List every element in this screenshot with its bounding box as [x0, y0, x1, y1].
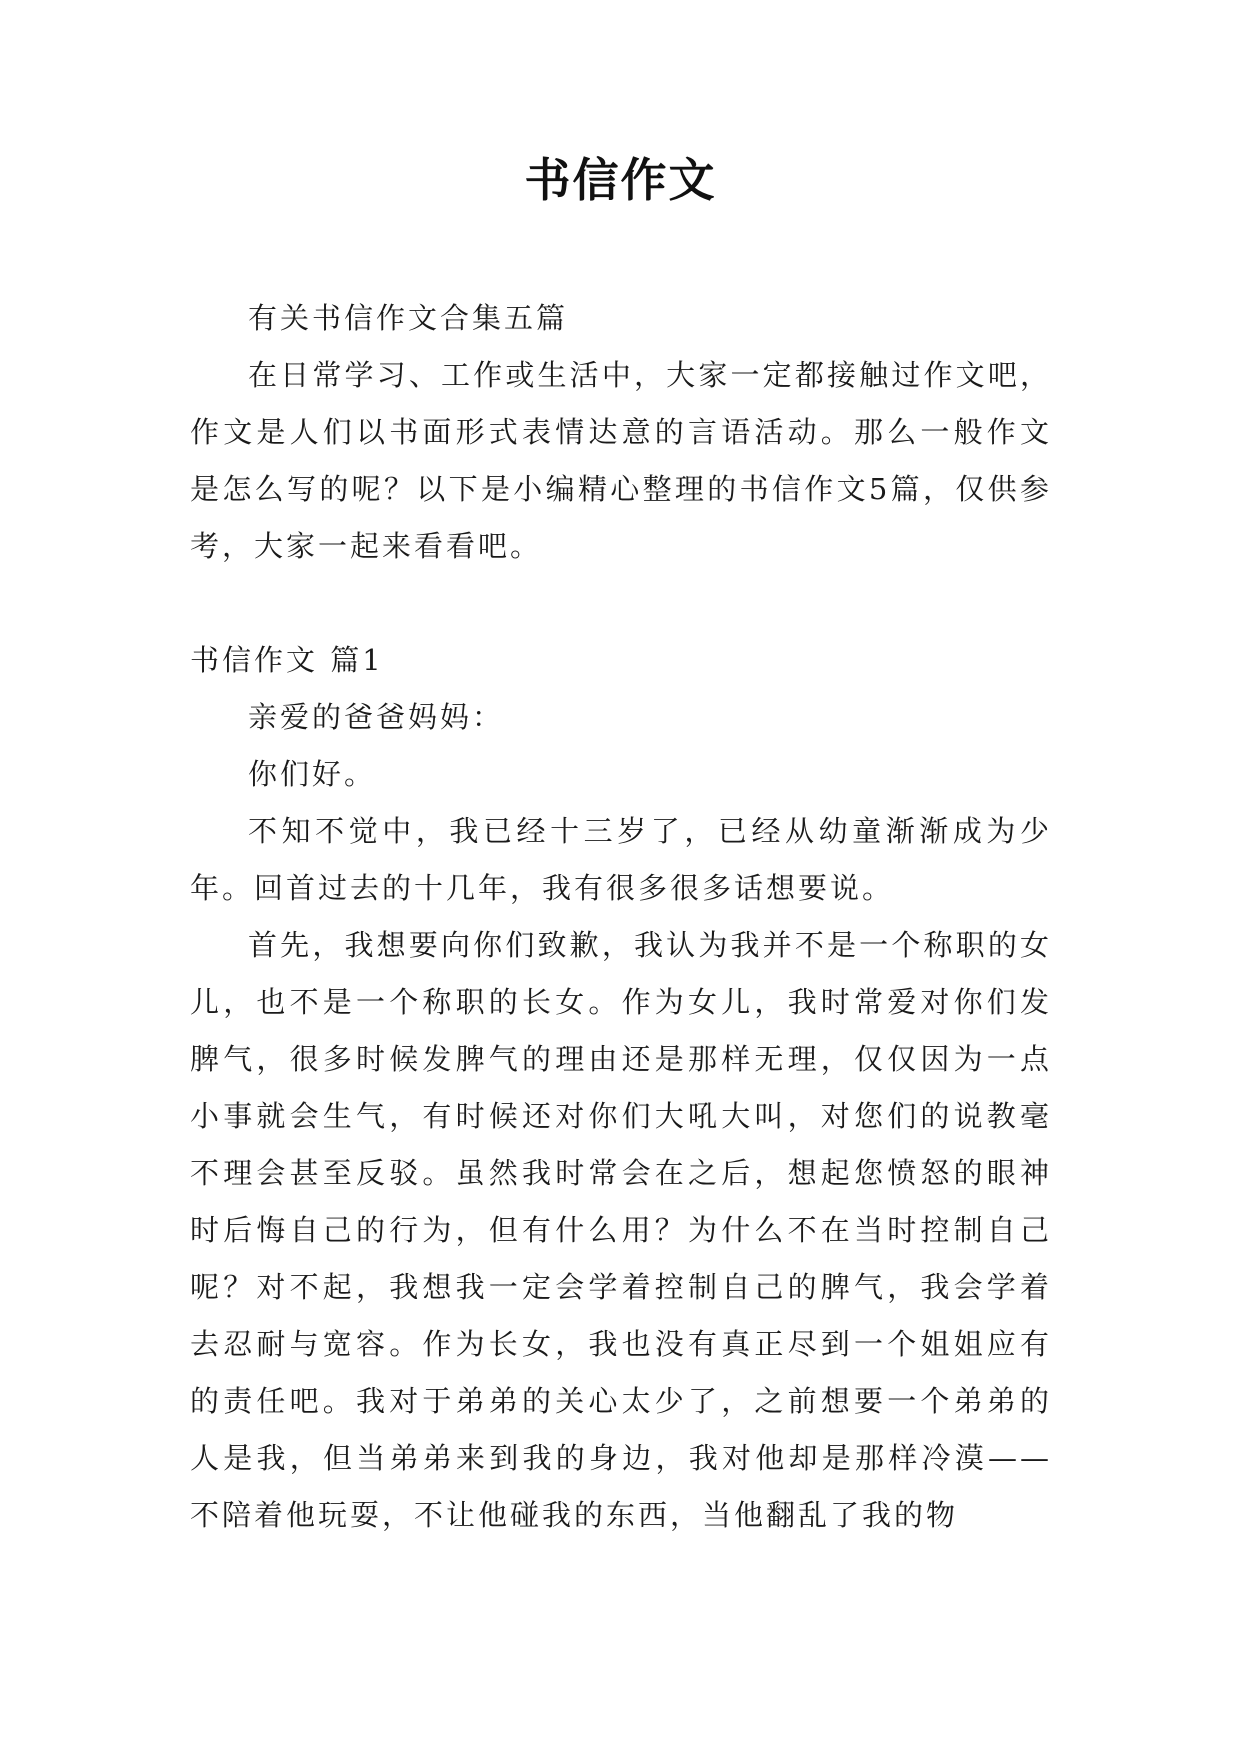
letter-salutation: 亲爱的爸爸妈妈：	[248, 700, 505, 734]
section-spacer	[190, 575, 1052, 632]
intro-paragraph: 在日常学习、工作或生活中，大家一定都接触过作文吧，作文是人们以书面形式表情达意的言语活动。那么一般作文是怎么写的呢？以下是小编精心整理的书信作文5篇，仅供参考，大家一起来看看吧。	[190, 358, 1052, 563]
intro-subtitle: 有关书信作文合集五篇	[248, 301, 569, 335]
document-title: 书信作文	[524, 153, 717, 207]
section-heading: 书信作文 篇1	[190, 643, 384, 677]
letter-greeting: 你们好。	[248, 757, 377, 791]
letter-paragraph: 不知不觉中，我已经十三岁了，已经从幼童渐渐成为少年。回首过去的十几年，我有很多很多话想要说。	[190, 814, 1052, 905]
letter-paragraph: 首先，我想要向你们致歉，我认为我并不是一个称职的女儿，也不是一个称职的长女。作为女儿，我时常爱对你们发脾气，很多时候发脾气的理由还是那样无理，仅仅因为一点小事就会生气，有时候还对你们大吼大叫，对您们的说教毫不理会甚至反驳。虽然我时常会在之后，想起您愤怒的眼神时后悔自己的行为，但有什么用？为什么不在当时控制自己呢？对不起，我想我一定会学着控制自己的脾气，我会学着去忍耐与宽容。作为长女，我也没有真正尽到一个姐姐应有的责任吧。我对于弟弟的关心太少了，之前想要一个弟弟的人是我，但当弟弟来到我的身边，我对他却是那样冷漠——不陪着他玩耍，不让他碰我的东西，当他翻乱了我的物	[190, 928, 1052, 1532]
document-body	[190, 290, 1052, 1544]
